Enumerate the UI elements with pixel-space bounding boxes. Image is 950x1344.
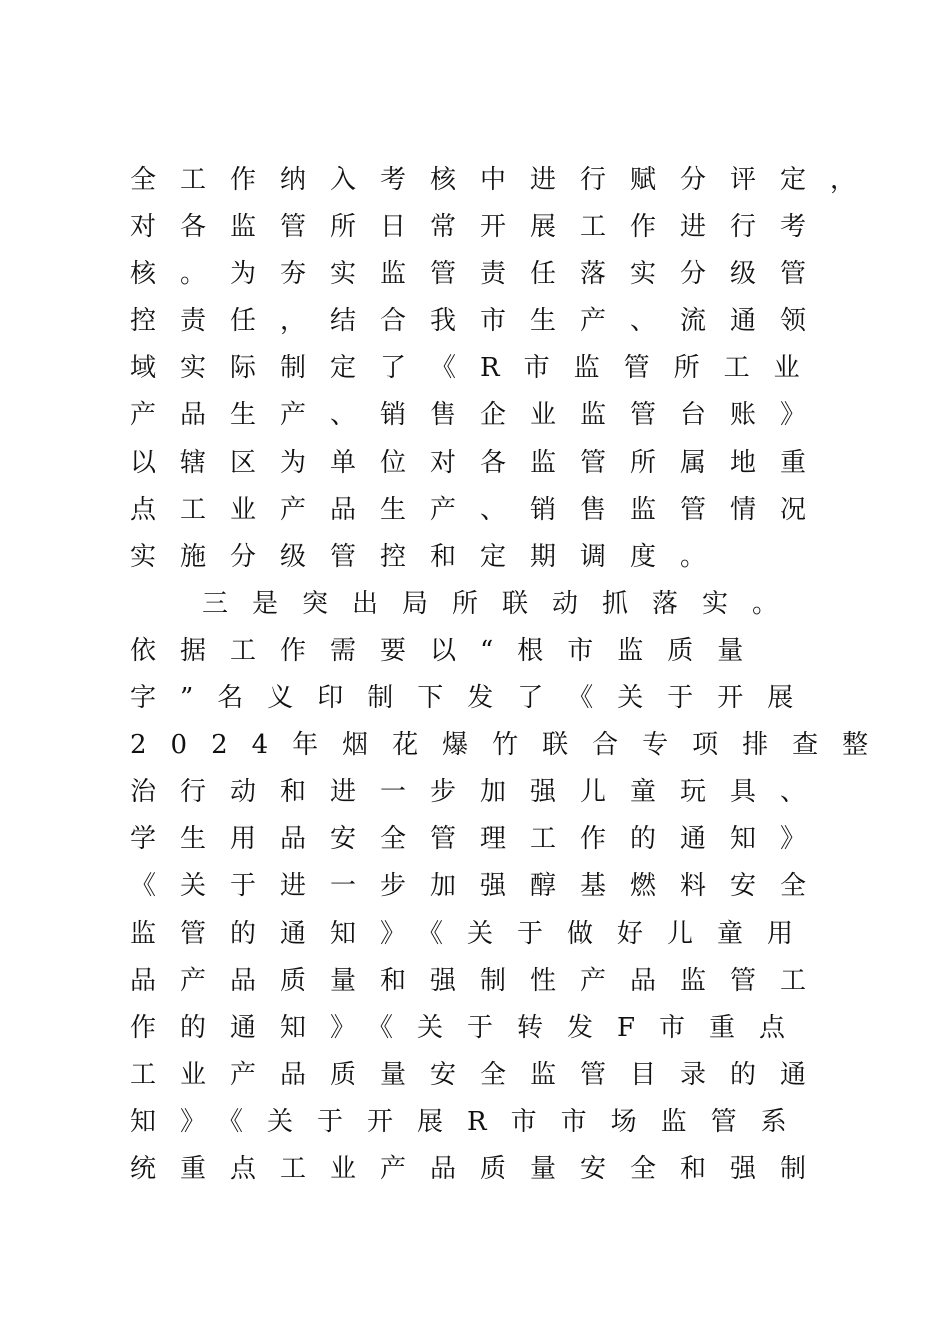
text-line: 域实际制定了《R市监管所工业 (130, 353, 824, 384)
text-line: 《关于进一步加强醇基燃料安全 (130, 871, 831, 902)
text-line: 实施分级管控和定期调度。 (130, 541, 731, 572)
text-line: 点工业产品生产、销售监管情况 (130, 494, 831, 525)
text-line: 控责任，结合我市生产、流通领 (130, 306, 831, 337)
text-line: 对各监管所日常开展工作进行考 (130, 212, 831, 243)
text-line: 依据工作需要以“根市监质量 (130, 635, 768, 666)
text-line: 品产品质量和强制性产品监管工 (130, 965, 831, 996)
text-line: 学生用品安全管理工作的通知》 (130, 824, 831, 855)
text-line: 作的通知》《关于转发F市重点 (130, 1012, 810, 1043)
text-line: 全工作纳入考核中进行赋分评定， (130, 165, 881, 195)
paragraph-start-line: 三是突出局所联动抓落实。 (202, 588, 803, 619)
text-line: 监管的通知》《关于做好儿童用 (130, 918, 818, 949)
text-line: 知》《关于开展R市市场监管系 (130, 1106, 811, 1137)
text-line: 产品生产、销售企业监管台账》 (130, 400, 831, 431)
text-line: 统重点工业产品质量安全和强制 (130, 1153, 831, 1184)
body-text (130, 157, 893, 1193)
text-line: 2024年烟花爆竹联合专项排查整 (130, 730, 893, 761)
text-line: 工业产品质量安全监管目录的通 (130, 1059, 831, 1090)
text-line: 治行动和进一步加强儿童玩具、 (130, 777, 831, 808)
text-line: 核。为夯实监管责任落实分级管 (130, 259, 831, 290)
text-line: 以辖区为单位对各监管所属地重 (130, 447, 831, 478)
text-line: 字”名义印制下发了《关于开展 (130, 683, 818, 714)
